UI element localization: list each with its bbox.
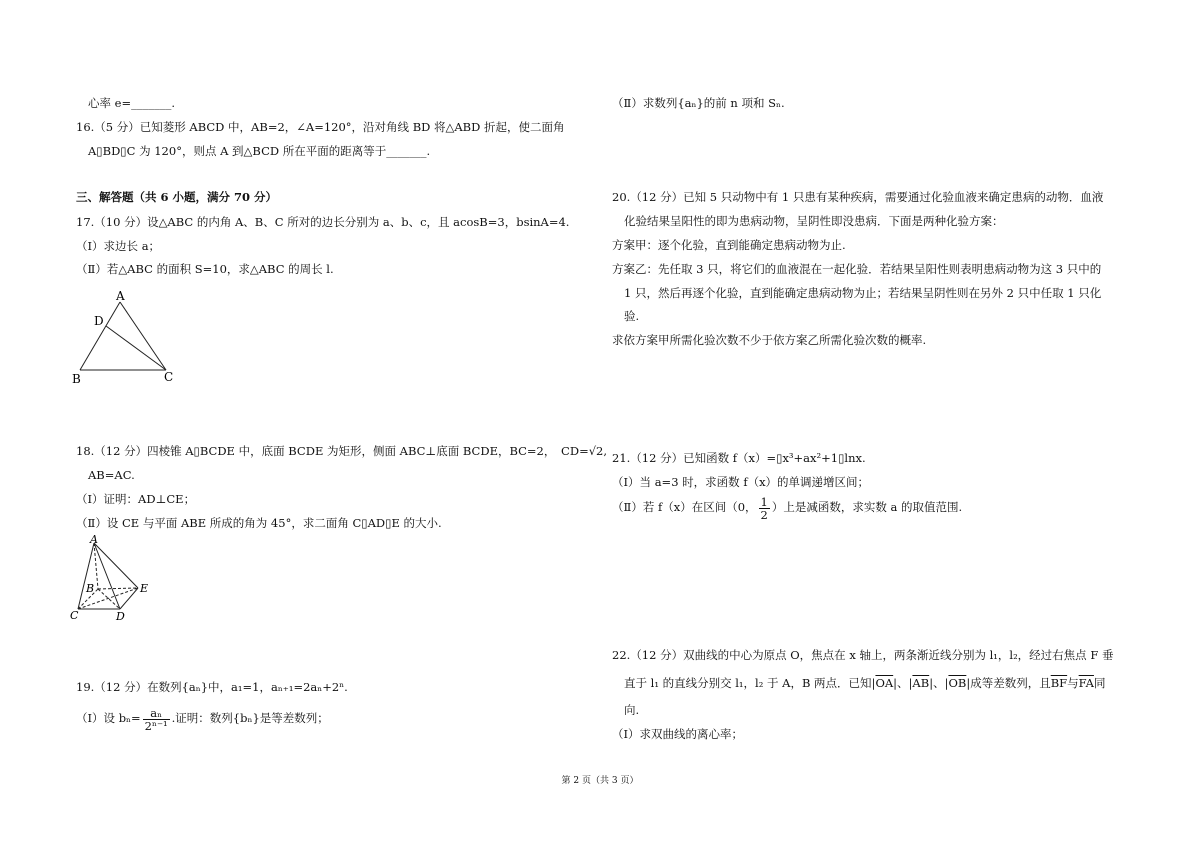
q22-vector-oa: $\overline{OA}$ <box>875 676 894 690</box>
q22-sep1: 、 <box>897 676 909 690</box>
q17-part1: （Ⅰ）求边长 a； <box>76 239 161 253</box>
q22-line1: 22.（12 分）双曲线的中心为原点 O，焦点在 x 轴上，两条渐近线分别为 l₁，l₂，经过右焦点 F 垂 <box>612 648 1114 662</box>
q20-plan-b-end: 验. <box>624 309 640 323</box>
q19-stem: 19.（12 分）在数列{aₙ}中，a₁=1，aₙ₊₁=2aₙ+2ⁿ. <box>76 680 348 694</box>
q21-half-fraction <box>759 496 770 521</box>
fig17-label-d: D <box>94 314 104 328</box>
q22-line2-start: 直于 l₁ 的直线分别交 l₁，l₂ 于 A，B 两点．已知 <box>624 676 872 690</box>
q22-word-tong: 同 <box>1093 676 1106 690</box>
q22-word-yu: 与 <box>1067 676 1079 690</box>
q20-plan-b: 方案乙：先任取 3 只，将它们的血液混在一起化验．若结果呈阳性则表明患病动物为这 3 只中的 <box>612 262 1102 276</box>
q20-plan-b-cont: 1 只，然后再逐个化验，直到能确定患病动物为止；若结果呈阴性则在另外 2 只中任取 1 只化 <box>624 286 1102 300</box>
q18-cd-expr: CD=√2, <box>561 444 608 458</box>
q19-part1-suffix: .证明：数列{bₙ}是等差数列； <box>171 711 329 725</box>
q18-stem <box>76 443 607 459</box>
q20-question: 求依方案甲所需化验次数不少于依方案乙所需化验次数的概率. <box>612 333 927 347</box>
q18-part2: （Ⅱ）设 CE 与平面 ABE 所成的角为 45°，求二面角 C▯AD▯E 的大小. <box>76 516 442 530</box>
q15-continuation: 心率 e=_______. <box>88 96 176 110</box>
fig17-label-b: B <box>72 372 81 386</box>
fig18-label-a: A <box>90 533 98 546</box>
q22-vector-fa: $\overline{FA}$ <box>1078 676 1094 690</box>
q21-half-denominator: 2 <box>760 507 768 522</box>
fig18-label-e: E <box>140 582 149 595</box>
fig18-label-c: C <box>70 609 79 622</box>
q18-stem-text: 18.（12 分）四棱锥 A▯BCDE 中，底面 BCDE 为矩形，侧面 ABC⊥底面 BCDE，BC=2， <box>76 444 556 458</box>
fig17-label-a: A <box>116 289 125 303</box>
q17-part2: （Ⅱ）若△ABC 的面积 S=10，求△ABC 的周长 l. <box>76 262 334 276</box>
section-heading-answers: 三、解答题（共 6 小题，满分 70 分） <box>76 190 278 204</box>
page-footer: 第 2 页（共 3 页） <box>561 776 639 786</box>
q19-part1-prefix: （Ⅰ）设 bₙ= <box>76 711 141 725</box>
q20-line2: 化验结果呈阳性的即为患病动物，呈阴性即没患病．下面是两种化验方案： <box>624 214 1004 228</box>
q22-sep2: 、 <box>933 676 945 690</box>
q21-part1: （Ⅰ）当 a=3 时，求函数 f（x）的单调递增区间； <box>612 475 870 489</box>
q19-part1 <box>76 704 329 732</box>
q21-part2-suffix: ）上是减函数，求实数 a 的取值范围. <box>771 500 963 514</box>
pyramid-figure-q18 <box>66 533 166 625</box>
q19-bn-numerator: aₙ <box>143 707 170 720</box>
q17-stem: 17.（10 分）设△ABC 的内角 A、B、C 所对的边长分别为 a、b、c，且 acosB=3，bsinA=4. <box>76 215 570 229</box>
q19-bn-fraction <box>143 707 170 732</box>
q19-part2: （Ⅱ）求数列{aₙ}的前 n 项和 Sₙ. <box>612 96 785 110</box>
q22-line2: 直于 l₁ 的直线分别交 l₁，l₂ 于 A，B 两点．已知$|\overline{OA}|$、$|\overline{AB}|$、$|\overline{OB}|$成等差数列，且$\overline{BF}$与$\overline{FA}$同 <box>624 676 1106 690</box>
q18-stem-cont: AB=AC. <box>88 468 135 482</box>
q21-half-numerator: 1 <box>760 494 768 509</box>
q22-vector-ab: $\overline{AB}$ <box>912 676 930 690</box>
q19-bn-denominator: 2ⁿ⁻¹ <box>144 718 168 733</box>
q22-vector-ob: $\overline{OB}$ <box>948 676 967 690</box>
fig18-label-b: B <box>86 582 95 595</box>
q18-part1: （Ⅰ）证明：AD⊥CE； <box>76 492 196 506</box>
q20-plan-a: 方案甲：逐个化验，直到能确定患病动物为止. <box>612 238 846 252</box>
fig17-label-c: C <box>164 370 174 384</box>
q22-line3: 向. <box>624 703 640 717</box>
q21-part2 <box>612 493 962 521</box>
q16-line2: A▯BD▯C 为 120°，则点 A 到△BCD 所在平面的距离等于_______. <box>88 144 431 158</box>
q22-vector-bf: $\overline{BF}$ <box>1050 676 1068 690</box>
q22-line2-mid: 成等差数列，且 <box>970 676 1051 690</box>
q21-stem: 21.（12 分）已知函数 f（x）=▯x³+ax²+1▯lnx. <box>612 451 866 465</box>
q22-part1: （Ⅰ）求双曲线的离心率； <box>612 727 744 741</box>
q21-part2-prefix: （Ⅱ）若 f（x）在区间（0， <box>612 500 757 514</box>
triangle-figure-q17 <box>66 288 186 390</box>
fig18-label-d: D <box>116 610 125 623</box>
q16-line1: 16.（5 分）已知菱形 ABCD 中，AB=2，∠A=120°，沿对角线 BD 将△ABD 折起，使二面角 <box>76 120 565 134</box>
q20-line1: 20.（12 分）已知 5 只动物中有 1 只患有某种疾病，需要通过化验血液来确定患病的动物．血液 <box>612 190 1104 204</box>
